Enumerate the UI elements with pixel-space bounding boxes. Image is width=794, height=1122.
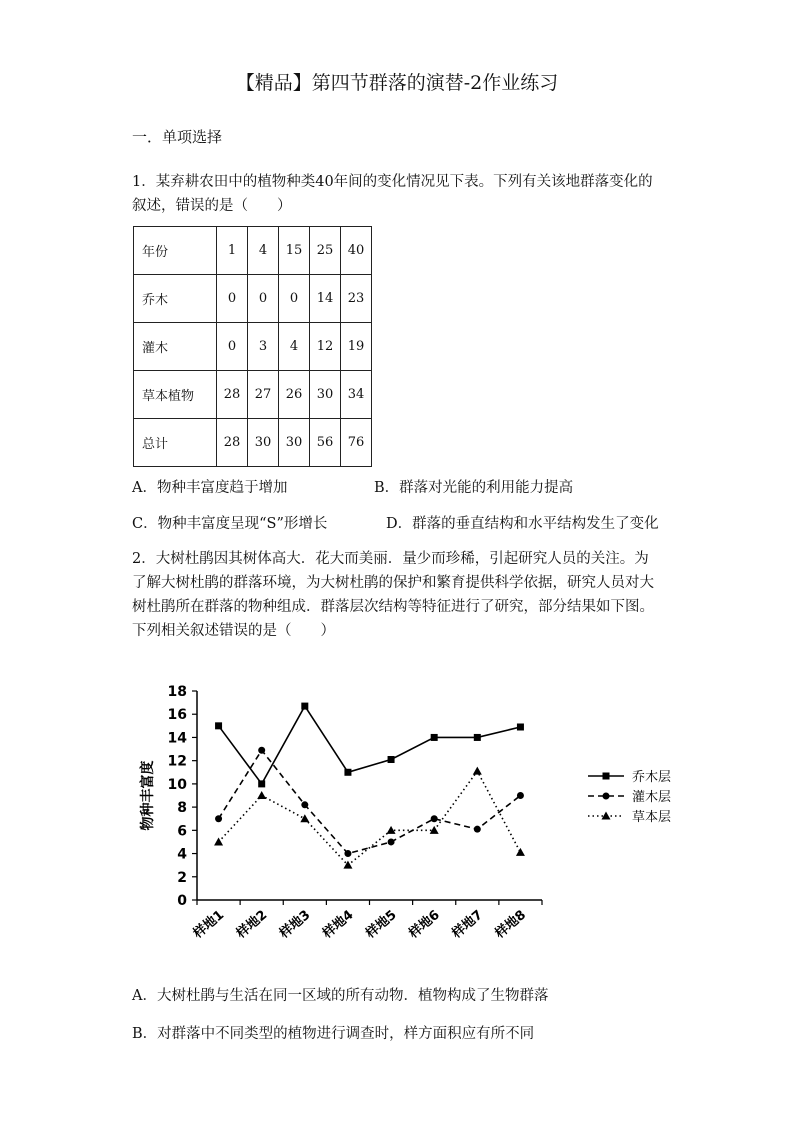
q2-stem-line3: 树杜鹃所在群落的物种组成．群落层次结构等特征进行了研究，部分结果如下图。 <box>132 599 654 615</box>
data-point <box>517 723 524 730</box>
table-cell: 4 <box>248 227 279 275</box>
row-label: 草本植物 <box>134 371 217 419</box>
table-cell: 23 <box>341 275 372 323</box>
x-tick-label: 样地8 <box>492 907 530 942</box>
y-tick-label: 10 <box>167 776 187 793</box>
data-point <box>300 814 309 822</box>
y-tick-label: 18 <box>167 684 187 700</box>
table-cell: 28 <box>217 419 248 467</box>
table-cell: 4 <box>279 323 310 371</box>
y-tick-label: 16 <box>167 707 187 724</box>
y-axis-label: 物种丰富度 <box>140 760 156 831</box>
row-label: 年份 <box>134 227 217 275</box>
q2-stem-line4: 下列相关叙述错误的是（ ） <box>132 623 335 639</box>
q1-option-d: D．群落的垂直结构和水平结构发生了变化 <box>386 516 659 532</box>
table-row <box>134 275 372 323</box>
table-cell: 30 <box>248 419 279 467</box>
legend-marker <box>603 773 610 780</box>
table-cell: 56 <box>310 419 341 467</box>
table-cell: 0 <box>279 275 310 323</box>
data-point <box>431 734 438 741</box>
table-row <box>134 227 372 275</box>
table-cell: 0 <box>217 275 248 323</box>
x-tick-label: 样地3 <box>276 907 314 942</box>
x-tick-label: 样地2 <box>233 907 271 942</box>
q1-stem-line1: 1．某弃耕农田中的植物种类40年间的变化情况见下表。下列有关该地群落变化的 <box>132 174 653 190</box>
table-cell: 0 <box>248 275 279 323</box>
q1-option-a: A．物种丰富度趋于增加 <box>132 480 288 496</box>
table-row <box>134 323 372 371</box>
legend-marker <box>603 793 610 800</box>
data-point <box>388 838 395 845</box>
data-point <box>257 791 266 799</box>
q1-option-b: B．群落对光能的利用能力提高 <box>374 480 574 496</box>
x-tick-label: 样地6 <box>406 907 443 942</box>
table-cell: 12 <box>310 323 341 371</box>
table-row <box>134 419 372 467</box>
q2-stem-line1: 2．大树杜鹃因其树体高大．花大而美丽．量少而珍稀，引起研究人员的关注。为 <box>132 551 649 567</box>
page-title: 【精品】第四节群落的演替-2作业练习 <box>235 72 559 94</box>
q1-option-c: C．物种丰富度呈现“S”形增长 <box>132 516 328 532</box>
y-tick-label: 6 <box>177 823 187 840</box>
data-point <box>215 722 222 729</box>
data-point <box>258 780 265 787</box>
y-tick-label: 4 <box>177 846 187 863</box>
data-point <box>431 815 438 822</box>
x-tick-label: 样地4 <box>320 907 357 942</box>
table-cell: 14 <box>310 275 341 323</box>
data-point <box>474 826 481 833</box>
table-cell: 3 <box>248 323 279 371</box>
table-cell: 30 <box>310 371 341 419</box>
data-point <box>301 801 308 808</box>
data-point <box>516 848 525 856</box>
data-point <box>344 850 351 857</box>
table-cell: 15 <box>279 227 310 275</box>
q2-option-b: B．对群落中不同类型的植物进行调查时，样方面积应有所不同 <box>132 1026 535 1042</box>
data-point <box>258 747 265 754</box>
legend-label: 草本层 <box>632 810 672 825</box>
row-label: 总计 <box>134 419 217 467</box>
legend-label: 灌木层 <box>632 790 672 805</box>
y-tick-label: 12 <box>167 753 187 770</box>
table-cell: 34 <box>341 371 372 419</box>
q2-option-a: A．大树杜鹃与生活在同一区域的所有动物．植物构成了生物群落 <box>132 988 549 1004</box>
table-cell: 26 <box>279 371 310 419</box>
x-tick-label: 样地5 <box>363 907 400 942</box>
data-point <box>473 767 482 775</box>
data-point <box>344 769 351 776</box>
data-point <box>215 815 222 822</box>
table-cell: 76 <box>341 419 372 467</box>
q1-table <box>133 226 372 467</box>
table-cell: 25 <box>310 227 341 275</box>
y-tick-label: 14 <box>167 730 187 747</box>
x-tick-label: 样地7 <box>449 907 486 942</box>
section-heading: 一．单项选择 <box>132 128 223 146</box>
table-cell: 30 <box>279 419 310 467</box>
legend-label: 乔木层 <box>632 770 672 785</box>
x-tick-label: 样地1 <box>190 907 228 942</box>
y-tick-label: 2 <box>177 869 187 886</box>
q2-stem-line2: 了解大树杜鹃的群落环境，为大树杜鹃的保护和繁育提供科学依据，研究人员对大 <box>132 575 654 591</box>
q1-stem-line2: 叙述，错误的是（ ） <box>132 198 292 214</box>
table-cell: 19 <box>341 323 372 371</box>
table-cell: 1 <box>217 227 248 275</box>
row-label: 乔木 <box>134 275 217 323</box>
table-cell: 27 <box>248 371 279 419</box>
table-cell: 28 <box>217 371 248 419</box>
richness-line-chart <box>130 668 710 968</box>
table-row <box>134 371 372 419</box>
table-cell: 0 <box>217 323 248 371</box>
data-point <box>301 703 308 710</box>
y-tick-label: 0 <box>177 893 187 909</box>
y-tick-label: 8 <box>177 800 187 817</box>
data-point <box>474 734 481 741</box>
data-point <box>388 756 395 763</box>
row-label: 灌木 <box>134 323 217 371</box>
table-cell: 40 <box>341 227 372 275</box>
data-point <box>517 792 524 799</box>
